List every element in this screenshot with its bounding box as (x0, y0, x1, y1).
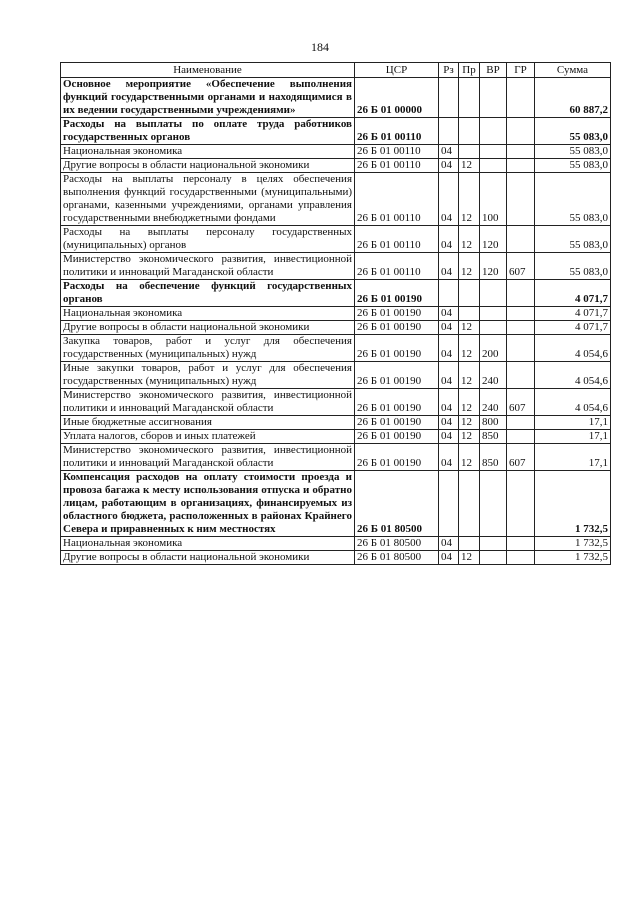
cell-name: Иные бюджетные ассигнования (61, 416, 355, 430)
cell-sum: 55 083,0 (535, 118, 611, 145)
cell-sum: 4 071,7 (535, 280, 611, 307)
cell-csr: 26 Б 01 00190 (355, 321, 439, 335)
cell-vr (480, 78, 507, 118)
table-row (61, 118, 611, 145)
cell-rz: 04 (439, 335, 459, 362)
cell-name: Основное мероприятие «Обеспечение выполнения функций государственными органами и находящимися в их ведении государственными учреждениями» (61, 78, 355, 118)
cell-rz: 04 (439, 173, 459, 226)
budget-table (60, 62, 611, 565)
cell-gr (507, 362, 535, 389)
table-row (61, 362, 611, 389)
cell-vr (480, 118, 507, 145)
cell-csr: 26 Б 01 00110 (355, 226, 439, 253)
cell-gr (507, 537, 535, 551)
cell-sum: 60 887,2 (535, 78, 611, 118)
cell-rz: 04 (439, 444, 459, 471)
cell-name: Закупка товаров, работ и услуг для обеспечения государственных (муниципальных) нужд (61, 335, 355, 362)
cell-pr (459, 145, 480, 159)
cell-gr (507, 307, 535, 321)
cell-rz: 04 (439, 551, 459, 565)
cell-gr (507, 551, 535, 565)
table-row (61, 551, 611, 565)
cell-rz: 04 (439, 389, 459, 416)
cell-gr: 607 (507, 253, 535, 280)
cell-pr (459, 280, 480, 307)
cell-sum: 55 083,0 (535, 226, 611, 253)
cell-gr (507, 78, 535, 118)
cell-sum: 4 054,6 (535, 335, 611, 362)
cell-vr (480, 321, 507, 335)
table-header-row (61, 63, 611, 78)
cell-name: Расходы на выплаты персоналу государственных (муниципальных) органов (61, 226, 355, 253)
cell-pr: 12 (459, 444, 480, 471)
header-vr: ВР (480, 63, 507, 78)
cell-sum: 4 054,6 (535, 362, 611, 389)
cell-pr (459, 78, 480, 118)
cell-vr (480, 471, 507, 537)
cell-csr: 26 Б 01 00190 (355, 430, 439, 444)
header-csr: ЦСР (355, 63, 439, 78)
cell-name: Министерство экономического развития, инвестиционной политики и инноваций Магаданской области (61, 444, 355, 471)
cell-sum: 1 732,5 (535, 551, 611, 565)
cell-pr: 12 (459, 321, 480, 335)
cell-sum: 4 054,6 (535, 389, 611, 416)
cell-gr (507, 430, 535, 444)
cell-vr: 120 (480, 226, 507, 253)
table-row (61, 321, 611, 335)
table-row (61, 416, 611, 430)
cell-name: Национальная экономика (61, 145, 355, 159)
cell-sum: 17,1 (535, 430, 611, 444)
cell-name: Уплата налогов, сборов и иных платежей (61, 430, 355, 444)
cell-csr: 26 Б 01 80500 (355, 551, 439, 565)
cell-csr: 26 Б 01 00190 (355, 362, 439, 389)
cell-vr: 240 (480, 362, 507, 389)
cell-name: Другие вопросы в области национальной экономики (61, 321, 355, 335)
cell-name: Национальная экономика (61, 537, 355, 551)
header-name: Наименование (61, 63, 355, 78)
cell-rz: 04 (439, 253, 459, 280)
table-body (61, 78, 611, 565)
cell-vr: 240 (480, 389, 507, 416)
cell-pr: 12 (459, 551, 480, 565)
cell-csr: 26 Б 01 00110 (355, 159, 439, 173)
cell-vr: 850 (480, 430, 507, 444)
cell-name: Другие вопросы в области национальной экономики (61, 159, 355, 173)
cell-pr: 12 (459, 253, 480, 280)
table-row (61, 78, 611, 118)
cell-sum: 17,1 (535, 416, 611, 430)
cell-pr: 12 (459, 159, 480, 173)
cell-sum: 55 083,0 (535, 253, 611, 280)
cell-rz: 04 (439, 307, 459, 321)
cell-sum: 55 083,0 (535, 159, 611, 173)
cell-csr: 26 Б 01 00190 (355, 307, 439, 321)
cell-rz: 04 (439, 321, 459, 335)
cell-rz: 04 (439, 159, 459, 173)
cell-pr: 12 (459, 416, 480, 430)
cell-csr: 26 Б 01 00190 (355, 335, 439, 362)
cell-pr: 12 (459, 226, 480, 253)
cell-gr (507, 118, 535, 145)
cell-rz: 04 (439, 145, 459, 159)
table-row (61, 537, 611, 551)
table-row (61, 280, 611, 307)
cell-gr: 607 (507, 444, 535, 471)
page-number: 184 (311, 40, 329, 54)
cell-vr: 200 (480, 335, 507, 362)
cell-rz (439, 471, 459, 537)
header-pr: Пр (459, 63, 480, 78)
cell-rz: 04 (439, 537, 459, 551)
cell-rz (439, 78, 459, 118)
cell-vr (480, 145, 507, 159)
cell-csr: 26 Б 01 80500 (355, 537, 439, 551)
cell-pr (459, 471, 480, 537)
cell-csr: 26 Б 01 00190 (355, 280, 439, 307)
cell-pr: 12 (459, 173, 480, 226)
cell-rz: 04 (439, 226, 459, 253)
cell-csr: 26 Б 01 00110 (355, 173, 439, 226)
cell-name: Расходы на выплаты персоналу в целях обеспечения выполнения функций государственными (муниципальными) органами, казенными учреждениями, органами управления государственными внебюджетными фондами (61, 173, 355, 226)
cell-gr (507, 173, 535, 226)
cell-vr: 800 (480, 416, 507, 430)
cell-gr (507, 471, 535, 537)
cell-rz (439, 280, 459, 307)
header-sum: Сумма (535, 63, 611, 78)
cell-csr: 26 Б 01 00110 (355, 253, 439, 280)
cell-name: Министерство экономического развития, инвестиционной политики и инноваций Магаданской области (61, 389, 355, 416)
cell-rz: 04 (439, 430, 459, 444)
cell-vr (480, 551, 507, 565)
cell-pr: 12 (459, 335, 480, 362)
cell-gr (507, 226, 535, 253)
cell-sum: 4 071,7 (535, 307, 611, 321)
cell-pr (459, 118, 480, 145)
cell-vr (480, 280, 507, 307)
cell-rz: 04 (439, 362, 459, 389)
cell-csr: 26 Б 01 00190 (355, 444, 439, 471)
cell-name: Компенсация расходов на оплату стоимости проезда и провоза багажа к месту использования отпуска и обратно лицам, работающим в организациях, финансируемых из областного бюджета, расположенных в районах Крайнего Севера и приравненных к ним местностях (61, 471, 355, 537)
table-row (61, 307, 611, 321)
cell-gr (507, 145, 535, 159)
cell-sum: 1 732,5 (535, 537, 611, 551)
table-row (61, 253, 611, 280)
cell-csr: 26 Б 01 00110 (355, 145, 439, 159)
cell-rz (439, 118, 459, 145)
cell-csr: 26 Б 01 80500 (355, 471, 439, 537)
cell-name: Расходы на обеспечение функций государственных органов (61, 280, 355, 307)
table-row (61, 471, 611, 537)
header-gr: ГР (507, 63, 535, 78)
cell-pr: 12 (459, 362, 480, 389)
cell-name: Иные закупки товаров, работ и услуг для обеспечения государственных (муниципальных) нужд (61, 362, 355, 389)
cell-csr: 26 Б 01 00190 (355, 389, 439, 416)
cell-vr: 120 (480, 253, 507, 280)
table-row (61, 389, 611, 416)
cell-sum: 17,1 (535, 444, 611, 471)
cell-vr (480, 159, 507, 173)
cell-gr: 607 (507, 389, 535, 416)
cell-rz: 04 (439, 416, 459, 430)
cell-csr: 26 Б 01 00190 (355, 416, 439, 430)
cell-gr (507, 335, 535, 362)
cell-vr: 100 (480, 173, 507, 226)
cell-gr (507, 416, 535, 430)
table-row (61, 444, 611, 471)
cell-vr (480, 307, 507, 321)
table-row (61, 226, 611, 253)
cell-pr (459, 307, 480, 321)
table-row (61, 173, 611, 226)
table-row (61, 430, 611, 444)
cell-pr (459, 537, 480, 551)
cell-gr (507, 159, 535, 173)
cell-name: Другие вопросы в области национальной экономики (61, 551, 355, 565)
table-row (61, 335, 611, 362)
cell-csr: 26 Б 01 00000 (355, 78, 439, 118)
cell-csr: 26 Б 01 00110 (355, 118, 439, 145)
cell-sum: 4 071,7 (535, 321, 611, 335)
cell-pr: 12 (459, 430, 480, 444)
cell-sum: 1 732,5 (535, 471, 611, 537)
cell-sum: 55 083,0 (535, 145, 611, 159)
cell-gr (507, 321, 535, 335)
cell-name: Расходы на выплаты по оплате труда работников государственных органов (61, 118, 355, 145)
cell-name: Национальная экономика (61, 307, 355, 321)
header-rz: Рз (439, 63, 459, 78)
cell-vr: 850 (480, 444, 507, 471)
cell-sum: 55 083,0 (535, 173, 611, 226)
cell-gr (507, 280, 535, 307)
table-row (61, 145, 611, 159)
cell-name: Министерство экономического развития, инвестиционной политики и инноваций Магаданской области (61, 253, 355, 280)
cell-pr: 12 (459, 389, 480, 416)
cell-vr (480, 537, 507, 551)
table-row (61, 159, 611, 173)
